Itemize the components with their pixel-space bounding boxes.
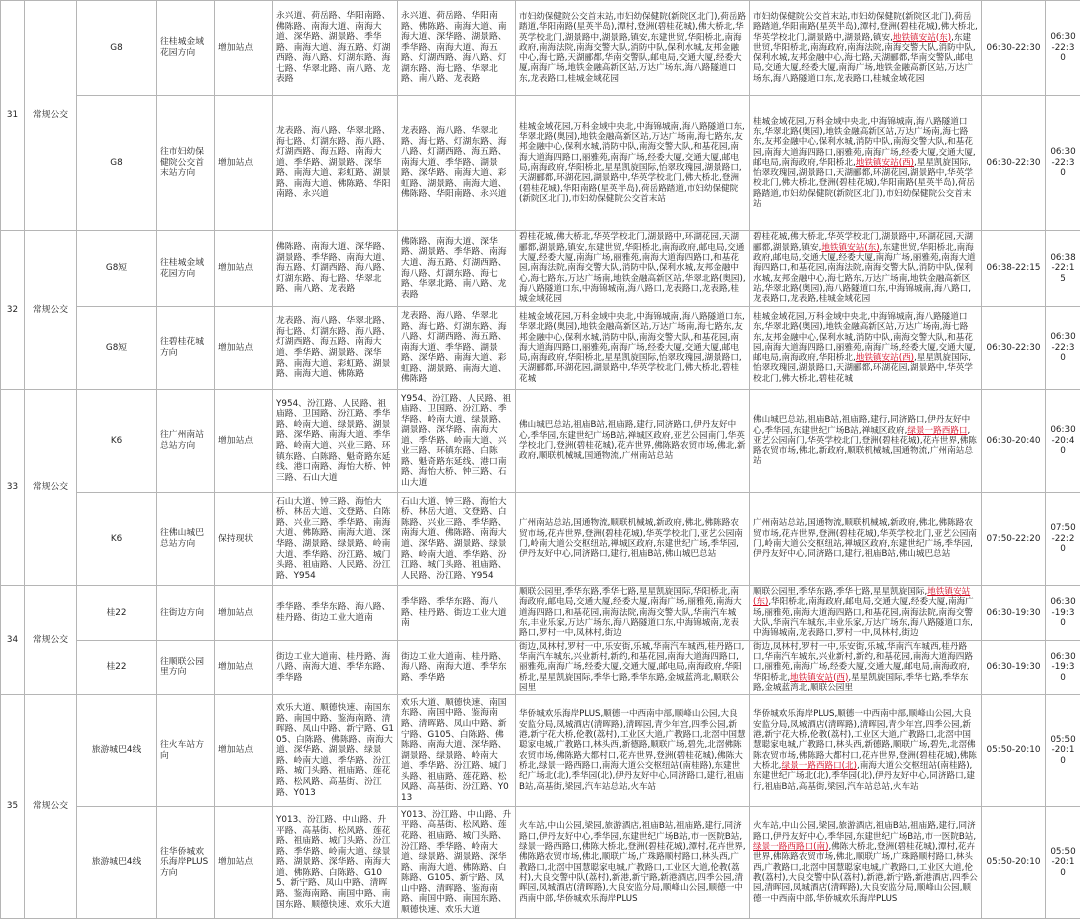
- new-stops-post: ,佛陈大桥北,登洲(碧桂花城),潭村,花卉世界,佛陈路农贸市场,佛北,顺联广场,广珠路顺村路口,林头西,广教路口,北滘中国慧聪家电城,广教路口,工业区大道,伦教(荔村),大良交警中队(荔村),新港,新宁路,新港酒店,四季公园,清晖园,凤城酒店(清晖路),大良安监分局,顺峰山公园,顺德一中西南中部,华侨城欢乐海岸PLUS: [753, 842, 978, 904]
- row-number: 35: [1, 695, 25, 919]
- new-stops: [750, 493, 982, 586]
- service-time-new: 06:30-22:30: [1046, 307, 1080, 390]
- new-stop-added: 地铁镇安站(西): [856, 158, 914, 168]
- original-stops: 桂城金域花园,万科金域中央北,中海锦城南,海八路隧道口东,华翠北路(奥园),地铁金融高新区站,万达广场南,海七路东,友邦金融中心,保利水城,消防中队,南海交警大队,和基花园,南海大道海四路口,丽雅苑,南海广场,经委大厦,交通大厦,邮电局,南海政府,华阳桥北,星星凯旋国际,怡翠玫瑰园,湖景路口,天湖郦都,环湖花园,湖景路中,华英学校北门,佛大桥北,碧桂花城: [516, 307, 750, 390]
- service-time-new: 06:30-22:30: [1046, 96, 1080, 231]
- new-stops-post: ,华阳桥北,南海政府,邮电局,交通大厦,经委大厦,南海广场,丽雅苑,南海大道海四路口,和基花园,南海法院,南海交警大队,华南汽车城东,丰业乐家,万达广场东,海八路隧道口东,中海锦城南,龙表路口,罗村一中,凤林村,街边: [753, 597, 974, 638]
- service-time-new: 05:50-20:10: [1046, 695, 1080, 807]
- new-stops-post: ,星星凯旋国际,怡翠玫瑰园,湖景路口,天湖郦都,环湖花园,湖景路中,华英学校北门,佛大桥北,碧桂花城: [753, 353, 973, 384]
- table-row: [1, 493, 1080, 586]
- new-stops-pre: 佛山城巴总站,祖庙B站,祖庙路,建行,同济路口,伊丹友好中心,季华园,东建世纪广场B站,禅城区政府,: [753, 415, 970, 435]
- route-name: G8: [77, 96, 157, 231]
- service-time-new: 07:50-22:20: [1046, 493, 1080, 586]
- service-time-original: 07:50-22:20: [982, 493, 1046, 586]
- original-stops: 市妇幼保健院公交首末站,市妇幼保健院(新院区北门),荷岳路踏道,华阳南路(星英半岛),潭村,登洲(碧桂花城),佛大桥北,华英学校北门,湖景路中,湖景路,镇安,东建世贸,华阳桥北,南海政府,南海法院,南海交警大队,消防中队,保利水城,友邦金融中心,海七路,天湖郦都,华南交警队,邮电局,交通大厦,经委大厦,南海广场,地铁金融高新区站,万达广场东,海八路隧道口东,龙表路口,桂城金域花园: [516, 1, 750, 96]
- direction: 往佛山城巴总站方向: [157, 493, 215, 586]
- new-path: Y013、汾江路、中山路、升平路、高基街、松风路、莲花路、祖庙路、城门头路、汾江路、季华路、岭南大道、绿景路、湖景路、深华路、南海大道、佛陈路、白陈路、G105、新宁路、凤山中路、清晖路、鉴海南路、南国中路、南国东路、顺德快速、欢乐大道: [398, 807, 516, 919]
- new-path: 龙表路、海八路、华翠北路、海七路、灯湖东路、海八路、灯湖西路、海五路、南海大道、季华路、湖景路、深华路、南海大道、彩虹路、湖景路、南海大道、佛陈路: [398, 307, 516, 390]
- direction: 往街边方向: [157, 586, 215, 641]
- new-stop-added: 地铁镇安站(东): [753, 587, 970, 607]
- new-stops-post: ,星星凯旋国际,季华七路,季华东路,金城蓝湾北,顺联公园里: [753, 673, 968, 693]
- new-stops: [750, 231, 982, 307]
- route-name: K6: [77, 493, 157, 586]
- new-path: 龙表路、海八路、华翠北路、海七路、灯湖东路、海八路、灯湖西路、海五路、南海大道、季华路、湖景路、深华路、南海大道、彩虹路、湖景路、南海大道、佛陈路、华阳南路、永兴道: [398, 96, 516, 231]
- line-type: 常规公交: [25, 586, 77, 695]
- direction: 往华侨城欢乐海岸PLUS方向: [157, 807, 215, 919]
- service-time-original: 06:38-22:15: [982, 231, 1046, 307]
- new-stops-pre: 广州南站总站,国通物流,顺联机械城,新政府,佛北,佛陈路农贸市场,花卉世界,登洲(碧桂花城),华英学校北门,亚艺公园南门,岭南大道公交枢纽站,禅城区政府,东建世纪广场,季华园,伊丹友好中心,同济路口,建行,祖庙B站,佛山城巴总站: [753, 518, 977, 559]
- table-row: [1, 1, 1080, 96]
- new-stops-pre: 顺联公园里,季华东路,季华七路,星星凯旋国际,: [753, 587, 927, 597]
- new-path: 佛陈路、南海大道、深华路、湖景路、季华路、南海大道、海五路、灯湖西路、海八路、灯湖东路、海七路、华翠北路、南八路、龙表路: [398, 231, 516, 307]
- original-path: Y954、汾江路、人民路、祖庙路、卫国路、汾江路、季华路、岭南大道、绿景路、湖景路、深华路、南海大道、季华路、岭南大道、兴业三路、环镇东路、白陈路、魁奇路东延线、港口南路、海怡大桥、钟三路、石山大道: [273, 390, 398, 493]
- route-name: G8短: [77, 307, 157, 390]
- route-name: G8短: [77, 231, 157, 307]
- new-path: 街边工业大道南、桂丹路、海八路、南海大道、季华东路、季华路: [398, 640, 516, 695]
- table-row: [1, 586, 1080, 641]
- direction: 往顺联公园里方向: [157, 640, 215, 695]
- service-time-original: 06:30-20:40: [982, 390, 1046, 493]
- new-stops-pre: 碧桂花城,佛大桥北,华英学校北门,湖景路中,环湖花园,天湖郦都,湖景路,镇安,: [753, 232, 973, 252]
- original-path: 龙表路、海八路、华翠北路、海七路、灯湖东路、海八路、灯湖西路、海五路、南海大道、季华路、湖景路、深华路、南海大道、彩虹路、湖景路、南海大道、佛陈路: [273, 307, 398, 390]
- new-stops: [750, 640, 982, 695]
- new-stops: [750, 390, 982, 493]
- line-type: 常规公交: [25, 1, 77, 231]
- row-number: 33: [1, 390, 25, 586]
- adjustment: 保持现状: [215, 493, 273, 586]
- route-name: 桂22: [77, 640, 157, 695]
- row-number: 32: [1, 231, 25, 390]
- service-time-new: 05:50-20:10: [1046, 807, 1080, 919]
- new-path: Y954、汾江路、人民路、祖庙路、卫国路、汾江路、季华路、岭南大道、绿景路、湖景路、深华路、南海大道、季华路、岭南大道、兴业三路、环镇东路、白陈路、魁奇路东延线、港口南路、海怡大桥、钟三路、石山大道: [398, 390, 516, 493]
- new-stops: [750, 96, 982, 231]
- direction: 往碧桂花城方向: [157, 307, 215, 390]
- service-time-original: 05:50-20:10: [982, 807, 1046, 919]
- new-stop-added: 地铁镇安站(西): [856, 353, 914, 363]
- original-path: 永兴道、荷岳路、华阳南路、佛陈路、南海大道、南海大道、深华路、湖景路、季华路、南海大道、海五路、灯湖西路、海八路、灯湖东路、海七路、华翠北路、南八路、龙表路: [273, 1, 398, 96]
- table-row: [1, 231, 1080, 307]
- new-stops-pre: 桂城金域花园,万科金域中央北,中海锦城南,海八路隧道口东,华翠北路(奥园),地铁金融高新区站,万达广场南,海七路东,友邦金融中心,保利水城,消防中队,南海交警大队,和基花园,南海大道海四路口,丽雅苑,南海广场,经委大厦,交通大厦,邮电局,南海政府,华阳桥北,: [753, 117, 976, 168]
- new-stops-post: ,南海大道公交枢纽站(南桂路),东建世纪广场北(北),季华园(北),伊丹友好中心,同济路口,建行,祖庙B站,高基街,梁园,汽车站总站,火车站: [753, 761, 975, 792]
- new-stops: [750, 586, 982, 641]
- original-path: 龙表路、海八路、华翠北路、海七路、灯湖东路、海八路、灯湖西路、海五路、南海大道、季华路、湖景路、深华路、南海大道、彩虹路、湖景路、南海大道、佛陈路、华阳南路、永兴道: [273, 96, 398, 231]
- service-time-new: 06:30-19:30: [1046, 640, 1080, 695]
- new-stop-added: 地铁镇安站(东): [821, 243, 879, 253]
- adjustment: 增加站点: [215, 231, 273, 307]
- new-stops-pre: 华侨城欢乐海岸PLUS,顺德一中西南中部,顺峰山公园,大良安监分局,凤城酒店(清晖路),清晖园,青少年宫,四季公园,新港,新宁花大桥,伦教(荔村),工业区大道,广教路口,北滘中国慧聪家电城,广教路口,林头西,新德路,顺联广场,碧先,北滘佛陈农贸市场,佛陈路大都村口,花卉世界,登洲(碧桂花城),佛陈大桥北,: [753, 709, 977, 771]
- new-stops: [750, 1, 982, 96]
- new-stops-post: ,东建世贸,华阳桥北,南海政府,邮电局,交通大厦,经委大厦,南海广场,丽雅苑,南海大道海四路口,和基花园,南海法院,南海交警大队,消防中队,保利水城,友邦金融中心,海七路东,万达广场南,地铁金融高新区站,华翠北路(奥园),海八路隧道口东,中海锦城南,海八路口,龙表路口,龙表路,桂城金域花园: [753, 243, 976, 305]
- route-name: 桂22: [77, 586, 157, 641]
- table-row: [1, 390, 1080, 493]
- new-stops-pre: 火车站,中山公园,梁园,旅游酒店,祖庙B站,祖庙路,建行,同济路口,伊丹友好中心,季华园,东建世纪广场B站,市一医院B站,: [753, 821, 976, 841]
- service-time-new: 06:30-22:30: [1046, 1, 1080, 96]
- original-stops: 火车站,中山公园,梁园,旅游酒店,祖庙B站,祖庙路,建行,同济路口,伊丹友好中心,季华园,东建世纪广场B站,市一医院B站,绿景一路西路口,佛陈大桥北,登洲(碧桂花城),潭村,花卉世界,佛陈路农贸市场,佛北,顺联广场,广珠路顺村路口,林头西,广教路口,北滘中国慧聪家电城,广教路口,工业区大道,伦教(荔村),大良交警中队(荔村),新港,新宁路,新港酒店,四季公园,清晖园,凤城酒店(清晖路),大良安监分局,顺峰山公园,顺德一中西南中部,华侨城欢乐海岸PLUS: [516, 807, 750, 919]
- new-path: 石山大道、钟三路、海怡大桥、林岳大道、文登路、白陈路、兴业三路、季华路、南海大道、佛陈路、南海大道、深华路、湖景路、绿景路、岭南大道、季华路、汾江路、城门头路、祖庙路、人民路、汾江路、Y954: [398, 493, 516, 586]
- adjustment: 增加站点: [215, 695, 273, 807]
- route-name: G8: [77, 1, 157, 96]
- original-stops: 街边,凤林村,罗村一中,乐安街,乐城,华南汽车城西,桂丹路口,华南汽车城东,兴业新村,新约,和基花园,南海大道海四路口,丽雅苑,南海广场,经委大厦,交通大厦,邮电局,南海政府,华阳桥北,星星凯旋国际,季华七路,季华东路,金城蓝湾北,顺联公园里: [516, 640, 750, 695]
- original-stops: 碧桂花城,佛大桥北,华英学校北门,湖景路中,环湖花园,天湖郦都,湖景路,镇安,东建世贸,华阳桥北,南海政府,邮电局,交通大厦,经委大厦,南海广场,丽雅苑,南海大道海四路口,和基花园,南海法院,南海交警大队,消防中队,保利水城,友邦金融中心,海七路东,万达广场南,地铁金融高新区站,华翠北路(奥园),海八路隧道口东,中海锦城南,海八路口,龙表路口,龙表路,桂城金域花园: [516, 231, 750, 307]
- direction: 往火车站方向: [157, 695, 215, 807]
- original-stops: 广州南站总站,国通物流,顺联机械城,新政府,佛北,佛陈路农贸市场,花卉世界,登洲(碧桂花城),华英学校北门,亚艺公园南门,岭南大道公交枢纽站,禅城区政府,东建世纪广场,季华园,伊丹友好中心,同济路口,建行,祖庙B站,佛山城巴总站: [516, 493, 750, 586]
- service-time-original: 06:30-22:30: [982, 1, 1046, 96]
- line-type: 常规公交: [25, 231, 77, 390]
- row-number: 31: [1, 1, 25, 231]
- new-path: 欢乐大道、顺德快速、南国东路、南国中路、鉴海南路、清晖路、凤山中路、新宁路、G105、白陈路、佛陈路、南海大道、深华路、湖景路、绿景路、岭南大道、季华路、汾江路、城门头路、祖庙路、莲花路、松风路、高基街、汾江路、Y013: [398, 695, 516, 807]
- new-stop-added: 地铁镇安站(西): [790, 673, 848, 683]
- row-number: 34: [1, 586, 25, 695]
- original-path: 石山大道、钟三路、海怡大桥、林岳大道、文登路、白陈路、兴业三路、季华路、南海大道、佛陈路、南海大道、深华路、湖景路、绿景路、岭南大道、季华路、汾江路、城门头路、祖庙路、人民路、汾江路、Y954: [273, 493, 398, 586]
- new-stops-pre: 街边,凤林村,罗村一中,乐安街,乐城,华南汽车城西,桂丹路口,华南汽车城东,兴业新村,新约,和基花园,南海大道海四路口,丽雅苑,南海广场,经委大厦,交通大厦,邮电局,南海政府,华阳桥北,: [753, 642, 973, 683]
- table-row: [1, 307, 1080, 390]
- original-path: 佛陈路、南海大道、深华路、湖景路、季华路、南海大道、海五路、灯湖西路、海八路、灯湖东路、海七路、华翠北路、南八路、龙表路: [273, 231, 398, 307]
- line-type: 常规公交: [25, 390, 77, 586]
- new-stops-pre: 市妇幼保健院公交首末站,市妇幼保健院(新院区北门),荷岳路踏道,华阳南路(星英半岛),潭村,登洲(碧桂花城),佛大桥北,华英学校北门,湖景路中,湖景路,镇安,: [753, 12, 978, 43]
- new-stops: [750, 307, 982, 390]
- direction: 往广州南站总站方向: [157, 390, 215, 493]
- new-path: 永兴道、荷岳路、华阳南路、佛陈路、南海大道、南海大道、深华路、湖景路、季华路、南海大道、海五路、灯湖西路、海八路、灯湖东路、海七路、华翠北路、南八路、龙表路: [398, 1, 516, 96]
- original-path: Y013、汾江路、中山路、升平路、高基街、松风路、莲花路、祖庙路、城门头路、汾江路、季华路、岭南大道、绿景路、湖景路、深华路、南海大道、佛陈路、白陈路、G105、新宁路、凤山中路、清晖路、鉴海南路、南国中路、南国东路、顺德快速、欢乐大道: [273, 807, 398, 919]
- new-stop-added: 绿景一路西路口(南): [753, 842, 828, 852]
- route-name: 旅游城巴4线: [77, 807, 157, 919]
- adjustment: 增加站点: [215, 96, 273, 231]
- new-stops: [750, 695, 982, 807]
- new-path: 季华路、季华东路、海八路、桂丹路、街边工业大道南: [398, 586, 516, 641]
- line-type: 常规公交: [25, 695, 77, 919]
- new-stop-added: 绿景一路西路口: [907, 426, 967, 436]
- service-time-original: 06:30-19:30: [982, 640, 1046, 695]
- original-stops: 佛山城巴总站,祖庙B站,祖庙路,建行,同济路口,伊丹友好中心,季华园,东建世纪广场B站,禅城区政府,亚艺公园南门,华英学校北门,登洲(碧桂花城),花卉世界,佛陈路农贸市场,佛北,新政府,顺联机械城,国通物流,广州南站总站: [516, 390, 750, 493]
- service-time-new: 06:30-20:40: [1046, 390, 1080, 493]
- original-stops: 顺联公园里,季华东路,季华七路,星星凯旋国际,华阳桥北,南海政府,邮电局,交通大厦,经委大厦,南海广场,丽雅苑,南海大道海四路口,和基花园,南海法院,南海交警大队,华南汽车城东,丰业乐家,万达广场东,海八路隧道口东,中海锦城南,龙表路口,罗村一中,凤林村,街边: [516, 586, 750, 641]
- service-time-original: 06:30-22:30: [982, 96, 1046, 231]
- new-stop-added: 绿景一路西路口(北): [782, 761, 857, 771]
- new-stop-added: 地铁镇安站(东): [893, 33, 951, 43]
- new-stops-pre: 桂城金域花园,万科金域中央北,中海锦城南,海八路隧道口东,华翠北路(奥园),地铁金融高新区站,万达广场南,海七路东,友邦金融中心,保利水城,消防中队,南海交警大队,和基花园,南海大道海四路口,丽雅苑,南海广场,经委大厦,交通大厦,邮电局,南海政府,华阳桥北,: [753, 312, 976, 363]
- original-path: 街边工业大道南、桂丹路、海八路、南海大道、季华东路、季华路: [273, 640, 398, 695]
- original-stops: 桂城金域花园,万科金域中央北,中海锦城南,海八路隧道口东,华翠北路(奥园),地铁金融高新区站,万达广场南,海七路东,友邦金融中心,保利水城,消防中队,南海交警大队,和基花园,南海大道海四路口,丽雅苑,南海广场,经委大厦,交通大厦,邮电局,南海政府,华阳桥北,星星凯旋国际,怡翠玫瑰园,湖景路口,天湖郦都,环湖花园,湖景路中,华英学校北门,佛大桥北,登洲(碧桂花城),华阳南路(星英半岛),荷岳路踏道,市妇幼保健院(新院区北门),市妇幼保健院公交首末站: [516, 96, 750, 231]
- direction: 往市妇幼保健院公交首末站方向: [157, 96, 215, 231]
- new-stops-post: ,东建世贸,华阳桥北,南海政府,南海法院,南海交警大队,消防中队,保利水城,友邦金融中心,海七路,天湖郦都,华南交警队,邮电局,交通大厦,经委大厦,南海广场,地铁金融高新区站,万达广场东,海八路隧道口东,龙表路口,桂城金域花园: [753, 33, 976, 84]
- new-stops: [750, 807, 982, 919]
- service-time-original: 05:50-20:10: [982, 695, 1046, 807]
- adjustment: 增加站点: [215, 307, 273, 390]
- table-row: [1, 807, 1080, 919]
- adjustment: 增加站点: [215, 390, 273, 493]
- new-stops-post: ,亚艺公园南门,华英学校北门,登洲(碧桂花城),花卉世界,佛陈路农贸市场,佛北,新政府,顺联机械城,国通物流,广州南站总站: [753, 426, 977, 467]
- original-path: 季华路、季华东路、海八路、桂丹路、街边工业大道南: [273, 586, 398, 641]
- table-row: [1, 640, 1080, 695]
- table-row: [1, 96, 1080, 231]
- table-row: [1, 695, 1080, 807]
- service-time-new: 06:38-22:15: [1046, 231, 1080, 307]
- adjustment: 增加站点: [215, 640, 273, 695]
- route-name: 旅游城巴4线: [77, 695, 157, 807]
- service-time-original: 06:30-19:30: [982, 586, 1046, 641]
- route-name: K6: [77, 390, 157, 493]
- original-path: 欢乐大道、顺德快速、南国东路、南国中路、鉴海南路、清晖路、凤山中路、新宁路、G105、白陈路、佛陈路、南海大道、深华路、湖景路、绿景路、岭南大道、季华路、汾江路、城门头路、祖庙路、莲花路、松风路、高基街、汾江路、Y013: [273, 695, 398, 807]
- adjustment: 增加站点: [215, 1, 273, 96]
- new-stops-post: ,星星凯旋国际,怡翠玫瑰园,湖景路口,天湖郦都,环湖花园,湖景路中,华英学校北门,佛大桥北,登洲(碧桂花城),华阳南路(星英半岛),荷岳路踏道,市妇幼保健院(新院区北门),市妇幼保健院公交首末站: [753, 158, 975, 209]
- direction: 往桂城金域花园方向: [157, 231, 215, 307]
- original-stops: 华侨城欢乐海岸PLUS,顺德一中西南中部,顺峰山公园,大良安监分局,凤城酒店(清晖路),清晖园,青少年宫,四季公园,新港,新宁花大桥,伦教(荔村),工业区大道,广教路口,北滘中国慧聪家电城,广教路口,林头西,新德路,顺联广场,碧先,北滘佛陈农贸市场,佛陈路大都村口,花卉世界,登洲(碧桂花城),佛陈大桥北,绿景一路西路口,南海大道公交枢纽站(南桂路),东建世纪广场北(北),季华园(北),伊丹友好中心,同济路口,建行,祖庙B站,高基街,梁园,汽车站总站,火车站: [516, 695, 750, 807]
- adjustment: 增加站点: [215, 586, 273, 641]
- service-time-new: 06:30-19:30: [1046, 586, 1080, 641]
- adjustment: 增加站点: [215, 807, 273, 919]
- direction: 往桂城金域花园方向: [157, 1, 215, 96]
- service-time-original: 06:30-22:30: [982, 307, 1046, 390]
